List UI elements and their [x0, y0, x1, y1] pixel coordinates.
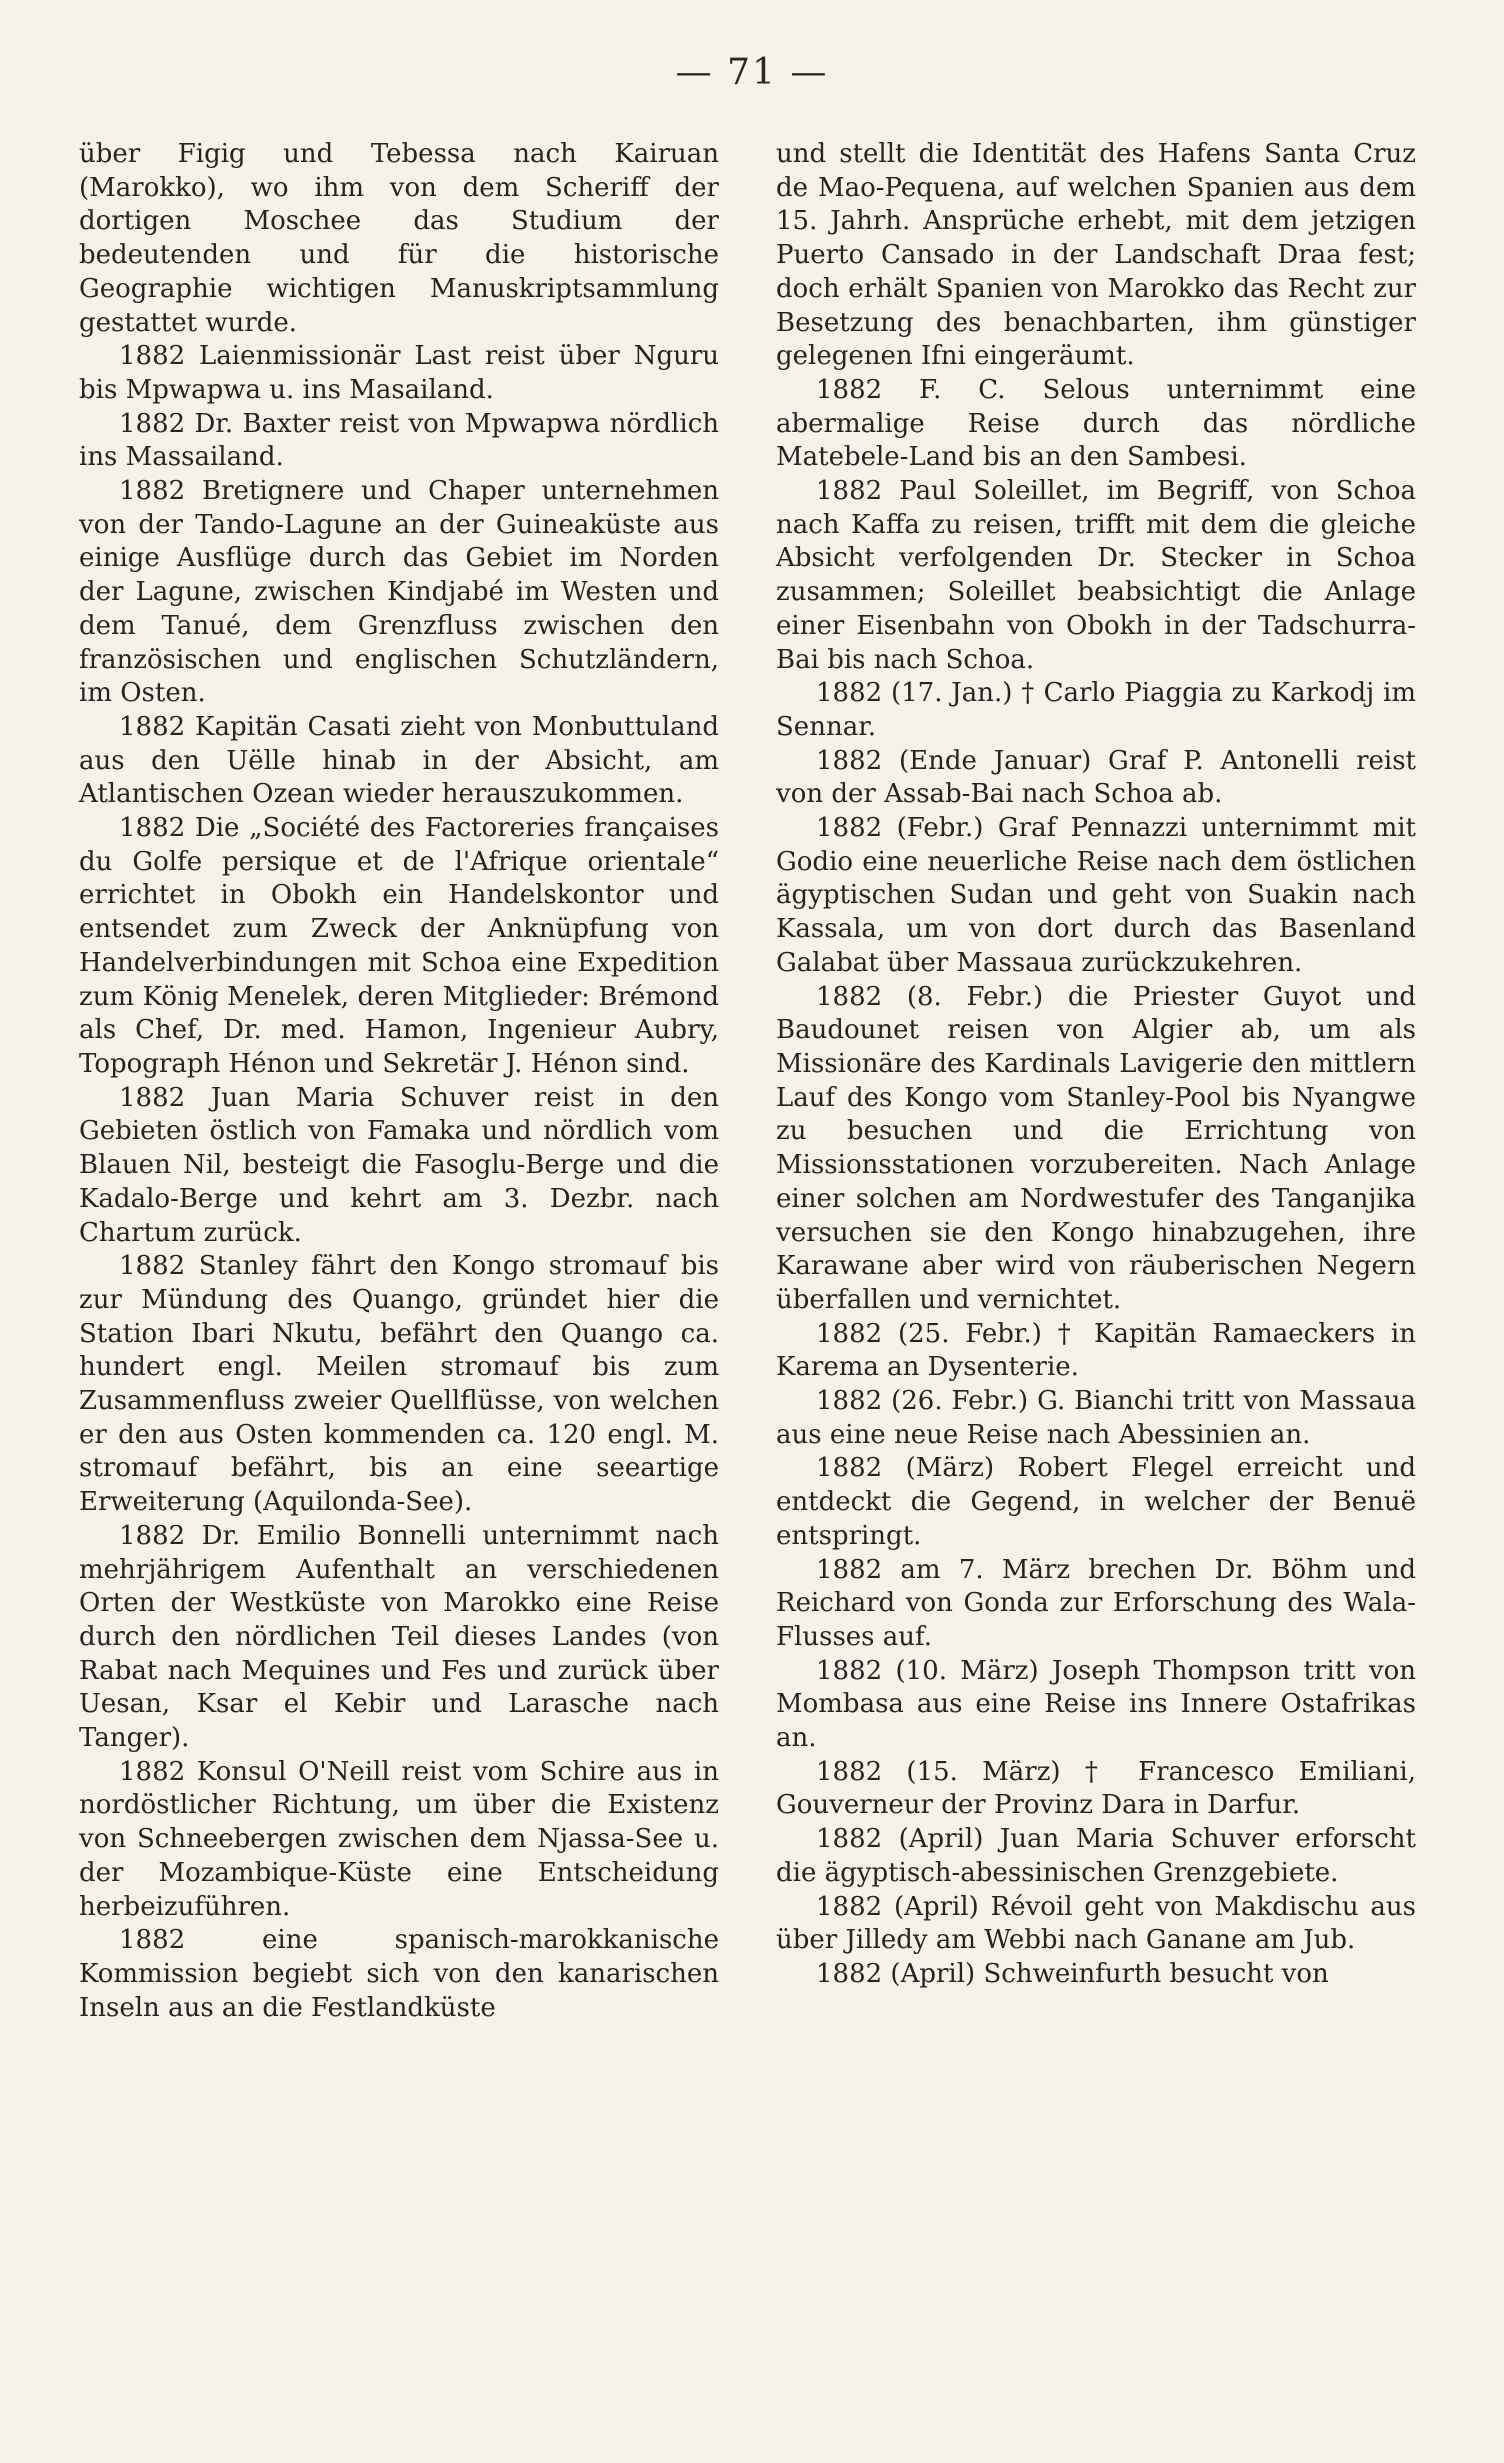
paragraph: und stellt die Identität des Hafens Santa Cruz de Mao-Pequena, auf welchen Spanien aus dem 15. Jahrh. Ansprüche erhebt, mit dem jetzigen Puerto Cansado in der Landschaft Draa fest; doch erhält Spanien von Marokko das Recht zur Besetzung des benachbarten, ihm günstiger gelegenen Ifni eingeräumt.: [776, 139, 1416, 372]
paragraph: 1882 (April) Juan Maria Schuver erforscht die ägyptisch-abessinischen Grenzgebiete.: [776, 1824, 1416, 1888]
paragraph: 1882 (15. März) † Francesco Emiliani, Gouverneur der Provinz Dara in Darfur.: [776, 1756, 1416, 1821]
paragraph: 1882 eine spanisch-marokkanische Kommission begiebt sich von den kanarischen Inseln aus an die Festlandküste: [79, 1925, 719, 2023]
paragraph: 1882 Dr. Baxter reist von Mpwapwa nördlich ins Massailand.: [79, 408, 719, 473]
page-number: — 71 —: [675, 52, 829, 93]
paragraph: 1882 (April) Révoil geht von Makdischu aus über Jilledy am Webbi nach Ganane am Jub.: [776, 1891, 1416, 1956]
paragraph: 1882 Paul Soleillet, im Begriff, von Schoa nach Kaffa zu reisen, trifft mit dem die gleiche Absicht verfolgenden Dr. Stecker in Schoa zusammen; Soleillet beabsichtigt die Anlage einer Eisenbahn von Obokh in der Tadschurra-Bai bis nach Schoa.: [776, 476, 1416, 675]
paragraph: 1882 (Febr.) Graf Pennazzi unternimmt mit Godio eine neuerliche Reise nach dem östlichen ägyptischen Sudan und geht von Suakin nach Kassala, um von dort durch das Basenland Galabat über Massaua zurückzukehren.: [776, 813, 1416, 978]
paragraph: 1882 Konsul O'Neill reist vom Schire aus in nordöstlicher Richtung, um über die Existenz von Schneebergen zwischen dem Njassa-See u. der Mozambique-Küste eine Entscheidung herbeizuführen.: [79, 1756, 719, 1922]
paragraph: 1882 (17. Jan.) † Carlo Piaggia zu Karkodj im Sennar.: [776, 678, 1416, 742]
paragraph: 1882 F. C. Selous unternimmt eine abermalige Reise durch das nördliche Matebele-Land bis an den Sambesi.: [776, 374, 1416, 473]
paragraph: 1882 Juan Maria Schuver reist in den Gebieten östlich von Famaka und nördlich vom Blauen Nil, besteigt die Fasoglu-Berge und die Kadalo-Berge und kehrt am 3. Dezbr. nach Chartum zurück.: [79, 1082, 719, 1248]
paragraph: 1882 (25. Febr.) † Kapitän Ramaeckers in Karema an Dysenterie.: [776, 1318, 1416, 1383]
paragraph: 1882 Dr. Emilio Bonnelli unternimmt nach mehrjährigem Aufenthalt an verschiedenen Orten der Westküste von Marokko eine Reise durch den nördlichen Teil dieses Landes (von Rabat nach Mequines und Fes und zurück über Uesan, Ksar el Kebir und Larasche nach Tanger).: [79, 1520, 719, 1754]
paragraph: 1882 Bretignere und Chaper unternehmen von der Tando-Lagune an der Guineaküste aus einige Ausflüge durch das Gebiet im Norden der Lagune, zwischen Kindjabé im Westen und dem Tanué, dem Grenzfluss zwischen den französischen und englischen Schutzländern, im Osten.: [79, 476, 719, 709]
paragraph: über Figig und Tebessa nach Kairuan (Marokko), wo ihm von dem Scheriff der dortigen Moschee das Studium der bedeutenden und für die historische Geographie wichtigen Manuskriptsammlung gestattet wurde.: [79, 139, 719, 338]
paragraph: 1882 (Ende Januar) Graf P. Antonelli reist von der Assab-Bai nach Schoa ab.: [776, 745, 1416, 810]
left-column: [79, 138, 719, 2025]
paragraph: 1882 am 7. März brechen Dr. Böhm und Reichard von Gonda zur Erforschung des Wala-Flusses auf.: [776, 1554, 1416, 1652]
paragraph: 1882 (März) Robert Flegel erreicht und entdeckt die Gegend, in welcher der Benuë entspringt.: [776, 1453, 1416, 1551]
paragraph: 1882 (10. März) Joseph Thompson tritt von Mombasa aus eine Reise ins Innere Ostafrikas an.: [776, 1655, 1416, 1754]
paragraph: 1882 Die „Société des Factoreries françaises du Golfe persique et de l'Afrique orientale“ errichtet in Obokh ein Handelskontor und entsendet zum Zweck der Anknüpfung von Handelverbindungen mit Schoa eine Expedition zum König Menelek, deren Mitglieder: Brémond als Chef, Dr. med. Hamon, Ingenieur Aubry, Topograph Hénon und Sekretär J. Hénon sind.: [79, 813, 719, 1079]
paragraph: 1882 Laienmissionär Last reist über Nguru bis Mpwapwa u. ins Masailand.: [79, 341, 719, 405]
paragraph: 1882 Kapitän Casati zieht von Monbuttuland aus den Uëlle hinab in der Absicht, am Atlantischen Ozean wieder herauszukommen.: [79, 711, 719, 810]
paragraph: 1882 Stanley fährt den Kongo stromauf bis zur Mündung des Quango, gründet hier die Station Ibari Nkutu, befährt den Quango ca. hundert engl. Meilen stromauf bis zum Zusammenfluss zweier Quellflüsse, von welchen er den aus Osten kommenden ca. 120 engl. M. stromauf befährt, bis an eine seeartige Erweiterung (Aquilonda-See).: [79, 1251, 719, 1518]
right-column: [776, 138, 1416, 1992]
paragraph: 1882 (April) Schweinfurth besucht von: [816, 1958, 1329, 1989]
paragraph: 1882 (26. Febr.) G. Bianchi tritt von Massaua aus eine neue Reise nach Abessinien an.: [776, 1386, 1416, 1450]
paragraph: 1882 (8. Febr.) die Priester Guyot und Baudounet reisen von Algier ab, um als Missionäre des Kardinals Lavigerie den mittlern Lauf des Kongo vom Stanley-Pool bis Nyangwe zu besuchen und die Errichtung von Missionsstationen vorzubereiten. Nach Anlage einer solchen am Nordwestufer des Tanganjika versuchen sie den Kongo hinabzugehen, ihre Karawane aber wird von räuberischen Negern überfallen und vernichtet.: [776, 981, 1416, 1315]
